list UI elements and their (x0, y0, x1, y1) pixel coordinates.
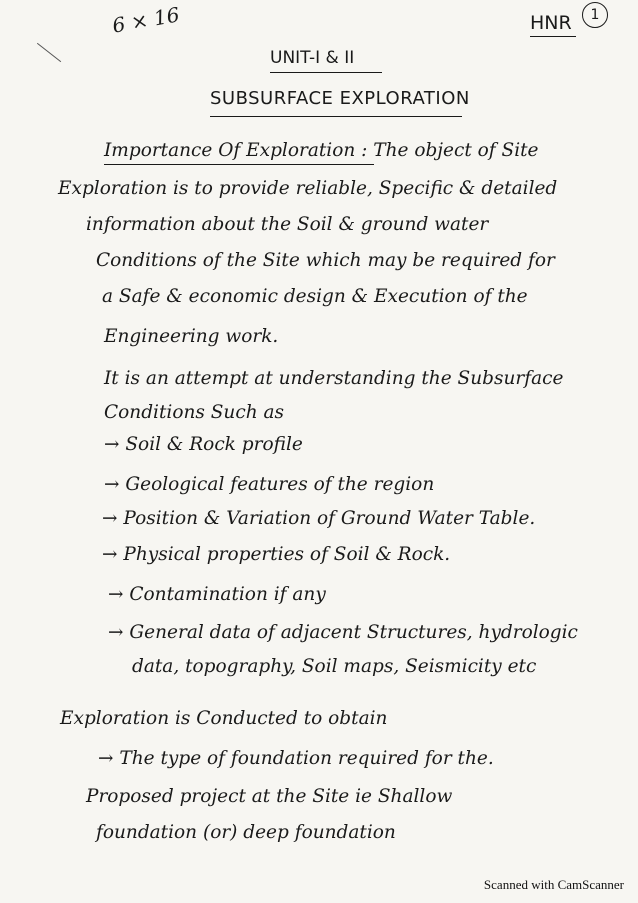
body-line: Engineering work. (104, 326, 279, 347)
list-item: → Contamination if any (108, 584, 326, 605)
list-item: → Soil & Rock profile (104, 434, 303, 455)
list-item: → Geological features of the region (104, 474, 435, 495)
heading-underline (104, 164, 374, 165)
body-line: Importance Of Exploration : The object of Site (104, 140, 539, 161)
body-line: foundation (or) deep foundation (96, 822, 396, 843)
title-underline (210, 116, 462, 117)
body-line: Proposed project at the Site ie Shallow (86, 786, 453, 807)
corner-note: 6 × 16 (110, 2, 182, 38)
page-number-badge: 1 (582, 2, 608, 28)
body-line: a Safe & economic design & Execution of the (102, 286, 528, 307)
body-line: Conditions Such as (104, 402, 285, 423)
body-line: Exploration is to provide reliable, Specific & detailed (58, 178, 558, 199)
list-item: → General data of adjacent Structures, hydrologic (108, 622, 578, 643)
initials-underline (530, 36, 576, 37)
list-item: → Physical properties of Soil & Rock. (102, 544, 451, 565)
list-item: → Position & Variation of Ground Water Table. (102, 508, 536, 529)
body-line: Exploration is Conducted to obtain (60, 708, 388, 729)
unit-underline (270, 72, 382, 73)
unit-heading: UNIT-I & II (270, 48, 355, 68)
body-line: Conditions of the Site which may be required for (96, 250, 555, 271)
author-initials: HNR (530, 12, 572, 34)
body-line: information about the Soil & ground water (86, 214, 489, 235)
scanner-watermark: Scanned with CamScanner (483, 877, 624, 892)
list-item-continuation: data, topography, Soil maps, Seismicity etc (132, 656, 537, 677)
body-line: It is an attempt at understanding the Subsurface (104, 368, 564, 389)
page-title: SUBSURFACE EXPLORATION (210, 88, 470, 109)
list-item: → The type of foundation required for the. (98, 748, 494, 769)
pen-stroke-mark (37, 43, 61, 62)
